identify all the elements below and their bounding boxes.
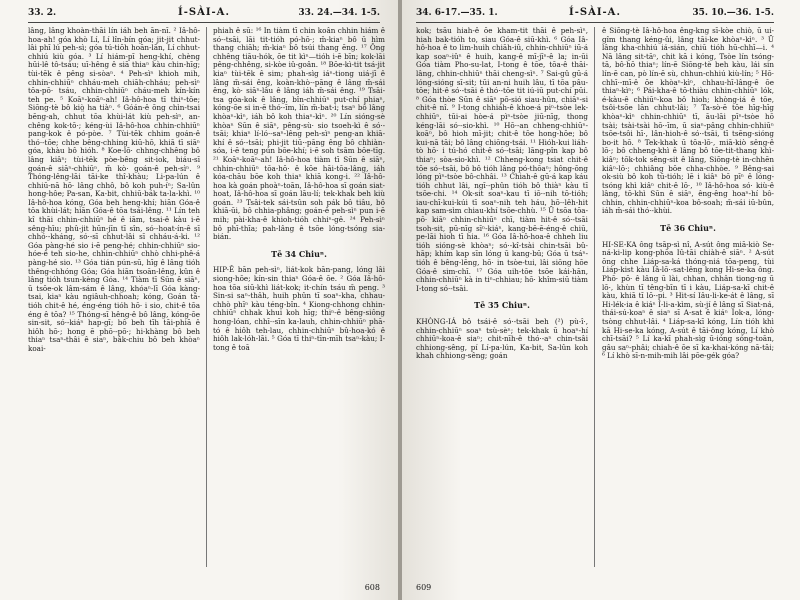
header-verse-range-left: 34. 6-17.—35. 1. — [416, 8, 498, 18]
text-column-right — [213, 27, 385, 567]
page-header — [28, 8, 380, 22]
page-header — [416, 8, 774, 22]
header-rule — [416, 22, 774, 23]
body-text: kok; tsāu hiah-ê ōe kham-tit thāi ê peh-sìⁿ, hiah bak-tióh to, siau Góa-ê siū-khì. ⁶ Góa Iâ-hô-hoa ê to lim-huih chiāh-iû, chhin-chhiūⁿ iū-á kap soaⁿ-iûⁿ ê huih, kang-ê mī-jīⁿ-ê la; in-ūi Góa tiàm Pho-su-lat, I-tong ê tōe, tōa-ê thāi-lâng, chhin-chhiūⁿ thāi cheng-sìⁿ. ⁷ Sai-gû gū-á lóng-sióng sī-sit; tūi an-ni huih lâu, tī tōa pâu-tōe; hit-ê só·-tsāi ê thó·-tōe tit iú-iū put-chí pūi. ⁸ Góa thòe Sūn ê siāⁿ pō-sió siau-hûn, chiāⁿ-si chit-ê nî. ⁹ I-tong chhiáh-ê khoe-á piⁿ-tsòe lek-chhiūⁿ, tūi-ai hòe-á pìⁿ-tsòe jiū-nīg, thong kéng-lāi só·-sio-khì. ¹⁰ Hō·-an chheng-chhiūⁿ-koāⁿ, bô hioh mī-jit; chit-ê tōe hong-hōe; bô kui-nā tāi; bô lâng chiōng-tsái. ¹¹ Hióh-kui liáh-tò hō· i tú-hó chit-ê só·-tsāi; lāng-pîn kap bô thiaⁿ; sòa-sio-khì. ¹² Chheng-kong tsiat chit-ê tōe só·-tsāi, bô bô tióh lâng pó-thōaⁿ; hông-ōng lóng pìⁿ-tsòe bô-chhâi. ¹³ Chiah-ê gū-á kap káu tióh chhut lâi, ngī·-phûn tióh bô thiàⁿ kàu tī tsōe-chi. ¹⁴ Ok-sit soaⁿ-kau tī iō·-nih tō-tióh; iau-chī·kui-kúi tī soaⁿ-nih teh háu, hō·-lêh-hit kap sam-sìm chiau-khí tsōe-chhù. ¹⁵ Ū tsōa tōa-pō· kiāⁿ chhin-chhiūⁿ chī, tiàm hit-ê só·-tsāi tsoh-sit, pū-nīg sīⁿ-kiáⁿ, kang-bē-ē-éng-ê chiū, pe-lāi hioh tī hia. ¹⁶ Góa Iâ-hô-hoa-ê chheh liu tióh sióng-sè khòaⁿ; só·-kî-tsài chin-tsāi bû-hāp; khím kap sīn lóng ū kang-bū; Góa ū tsáⁿ-tióh ê bêng-lēng, hō· in tsòe-tui, lâi siōng hōe Góa-ê sim-chī. ¹⁷ Góa uih-tōe tsōe kái-hān, chhin-chhiūⁿ kà in tiⁿ-chhiau; hō· khîm-siū tiàm I-tong só·-tsāi. — [416, 27, 588, 293]
body-text: phiah ê sū: ¹⁶ In tiàm tī chin koân chhin hiám ê só·-tsāi, lāi tit-tióh pó-hō·; m̄-kiaⁿ bô ū hìm thang chiāh; m̄-kiaⁿ bô tsúi thang ēng. ¹⁷ Ông chhêng tiāu-hók, ōe tit kìⁿ—tióh i-ē bīn; kok-lāi pêng-chhêng, si-kòe iû-goân. ¹⁸ Bōe-kì-tit tsá-jit kiaⁿ tùi-tēk ê sim; phah-sìg iáⁿ-tiong uiá-jī ê lâng m̄-sái êng, koàn-khò·-pāng ê lâng m̄-sái êng, kò· siāⁿ-lâu ê lâng iáh m̄-sái êng. ¹⁹ Tsāi-tsa góa-kok ê lâng, bîn-chhiūⁿ put-chí phiaⁿ, kóng-ōe si in-ē thó·-īm, lín m̄-bat-i; tsaⁿ bô lâng khòaⁿ-kìⁿ, iáh bô koh thiaⁿ-kìⁿ. ²⁰ Lín sióng-sè khòaⁿ Sūn ê siāⁿ, pêng-sù· sio tsoeh-kì ê só·-tsāi; khiaⁿ lí-ló·-saⁿ-lêng peh-sìⁿ peng-an khiā-khí ê só·-tsāi; phi-jit tiū·-pāng êng bô chhiàn-sóa, i-ē teng pún bōe-khí; i-ē soh tsām bōe-tīg. ²¹ Koāⁿ-koāⁿ-ah! Iâ-hô-hoa tiàm tī Sūn ê siāⁿ, chhin-chhiūⁿ tōa-hō· ê kōe hāi-tōa-lâng, iáh kóa-chāu bōe koh thiaⁿ khiā kong-i. ²² Iâ-hô-hoa kà goán phoàⁿ-toān, Iâ-hô-hoa sī goán siat-hoat, Iâ-hô-hoa sī goán lāu-lí; tek-khak beh kiù goán. ²³ Tsâi-tek sái-tsûn soh pák bô tiâu, bô khiā-ūi, bô chhia-phâng; goán-ê peh-sìⁿ pun i-ē mih; pài-kha-ê khioh-tióh chhiⁿ-gê. ²⁴ Peh-sìⁿ bô phī-thīa; pah-lâng ê tsōe lóng-tsóng sia-bián. — [213, 27, 385, 242]
chapter-body-text: HI-SE-KA ông tsāp-sì nî, A-sút ông miā-kiò Se-ná-ki-lip kong-phōa Iû-tāi chiàh-ê siāⁿ. ² A-sút ōng chhe Liáp-sa-ká thóng-niá tōa-peng, tùi Liáp-kist kàu Iâ-lō·-sat-lêng kong Hi-se-ka ông. Phō· pō· ê lâng ū lài, chhan, chhân tiong-ng ū lō·, khùn tī têng-bīn tī i kàu, Liáp-sa-kī chit-ê kàu, khiā tī lō·-pi. ³ Hit-sí Iâu-li-ke-át ê lâng, sī Hi-lék-ia ê kiáⁿ Í-li-a-kìm, sù-jí ê lâng sī Siat-ná, thái-sú-koaⁿ ê siaⁿ sī A-sat ê kiáⁿ Iok-a, lóng-tsòng chhut-lâi. ⁴ Liáp-sa-kī kóng, Lín tióh khì kā Hi-se-ka kóng, A-sút ê tāi-ông kóng, Lí khò chī-tsāi? ⁵ Lí ka-kī phah-sìg ū-ióng sóng-toān, gâu saⁿ-phâi; chiah-ê ōe sī ka-khai-kóng nā-tāi; ⁶ Lí khò sī-n-mih-mih lâi pōe-gék góa? — [602, 239, 774, 361]
chapter-body-text: KHÒNG-IÁ bô tsái-ê só·-tsāi beh (²) pù-î·, chhin-chhiūⁿ soaⁿ tsù-sèⁿ; tek-khak ū hoaⁿ-hí chhiūⁿ-koa-ê siaⁿ; chit-nīh-ê thó·-aⁿ chin-tsâi chhiong-sêng, pí Lí-pa-lún, Ka-bit, Sa-lûn koh khah chhiong-sêng; goán — [416, 317, 588, 361]
page-number: 609 — [416, 583, 432, 592]
text-column-left — [28, 27, 200, 567]
body-text: ê Siōng-tè Iâ-hô-hoa êng-kng sī-kòe chiò, ū ui-gîm thang kéng-ûi, lâng tāi-ke khòaⁿ-kìⁿ. ³ Ū lâng kha-chhiú iá-sián, chiū tióh hū-chhī—i. ⁴ Nā lâng sit-tāⁿ, chit kā i kóng, Tsòe lín tsóng-tā, bô·hō thiaⁿ; lín-ē Siōng-tè beh kàu, lái sin lín-ē can, pò lín-ē sù, chhun-chhiú kiù-lín; ⁵ Hō· chhī·-mī-ê ōe khòaⁿ-kìⁿ, chhau-hī-lâng-ê ōe thiaⁿ-kìⁿ; ⁶ Pái-kha-ê tō-thiàu chhin-chhiūⁿ lók, é-kàu-ê chhiūⁿ-koa bô hioh; khòng-iá ê tōe, tsôi-tsōe lān chhut-lâi; ⁷ Ta-sò-ē tōe hīg-hīg khòaⁿ-kìⁿ chhin-chhiūⁿ tī, āu-lāi pīⁿ-tsòe hō tsài; tsài-tsài hō·-īm, ū siaⁿ-pâng chhin-chhiūⁿ tsōe-tsôi hī·, lân-hioh-ê só·-tsāi, tī tsēng-sióng bo-it hō. ⁸ Tek-khak ū tōa-lō·, miā-kiò sêng-ê lō·; bô chheng-khì ê lâng bô tōe-tit-thang khì-kiâⁿ; tōk-tok sêng-sit ê lâng, Siōng-tè in-chhēn kiâⁿ-lō·; chhiâng bōe chha-chhòe. ⁹ Bêng-sai ok-siù bô koh tū-tióh; lē i kiâⁿ bō pīⁿ ê lóng-tsóng khì kiâⁿ chit-ê lō·, ¹⁰ Iâ-hô-hoa só· kiù-ê lâng, tō-khì Sūn ê siāⁿ, êng-êng hoaⁿ-hí bô-chhin, chhin-chhiūⁿ-koa bô-soah; m̄-sái iū-bûn, iáh m̄-sái thó·-khùi. — [602, 27, 774, 216]
header-verse-range-right: 33. 24.—34. 1-5. — [298, 8, 380, 18]
chapter-heading: Tē 35 Chiuⁿ. — [474, 300, 530, 311]
left-page — [0, 0, 398, 600]
chapter-heading: Tē 36 Chiuⁿ. — [660, 223, 716, 234]
header-verse-range-left: 33. 2. — [28, 8, 57, 18]
column-divider — [206, 27, 207, 567]
page-number: 608 — [364, 583, 380, 592]
header-book-title: Í-SÀI-A. — [569, 7, 621, 18]
right-page — [402, 0, 800, 600]
body-text: lâng, lâng khoàn-thāi lín iáh beh ān-nī. ² Iâ-hô-hoa-ah! góa khò Lí, Lí lîn-bín góa; jit-jit chhut-lâi phī lú peh-sì; góa tú-tiōh hoān-lān, Lí chhut-chhiú kiù góa. ³ Lí hiám-pī heng-khí, chèng hūi-lê tô-tsáu; uī-hêng ê siā thiaⁿ kàu chin-hīg; tùi-tēk ê pêng si-sòaⁿ. ⁴ Peh-sìⁿ khioh mih, chhin-chhiūⁿ chháu-meh chiāh-chháu; peh-sìⁿ tōa-pō· tsáu, chhin-chhiūⁿ cháu-meh kín-kín teh pe. ⁵ Koāⁿ-koāⁿ-ah! Iâ-hô-hoa tī thiⁿ-tōe; Siōng-tè bô kiò̤ ha tiàⁿ. ⁶ Góán-ê ōng chìn-tsai bēng-ah, chhut tōa khùi-lát kiù peh-sìⁿ, an-chêng kok-tō·; kéng-ùi Iâ-hô-hoa chhin-chhiūⁿ pang-kok ê pó-pòe. ⁷ Tùi-tēk chhim goán-ê thó·-tōe; chhe bêng-chhing kiū-hō, khiā tī siāⁿ góa, khàu bô hióh. ⁸ Koe-lō· chhng-chhêng bô lâng kiâⁿ; tùi-tēk pòe-bêng sit-iok, biáu-sī goán-ê siāⁿ-chhiūⁿ, m̄ kò· goán-ê peh-sìⁿ. ⁹ Thóng-lêng-lāi tāi-ke thî-khàu; Li-pa-lún ê chhiū-nā hō· lâng chhô, bô koh puh-íⁿ; Sa-lûn hong-hôe; Pa-san, Ka-bit, chhiū-bák ta-la-khì. ¹⁰ Iâ-hô-hoa kóng, Góa beh heng-khí; hiān Góa-ê tōa khùi-lát; hiān Góa-ê tōa tsái-lêng. ¹¹ Lín teh kî thāi chhin-chhiūⁿ hé ê iām, tsai-ê kàu i-ē sêng-hīu; phû-jit hūn-jīn tī sîn, só·-hoat-ín-ê sī chhó·-kháng, só·-sī chhut-lâi sī chháu-á-ki. ¹² Góa pàng-hé sio i-ē peng-hé; chhin-chhiūⁿ sio-hóe-ê teh sio-he, chhin-chhiūⁿ chhò chhi-phê-á pàng-hé sio. ¹³ Góa tián pún-sū, hīg ê lâng tióh thêng-chhóng Góa; Góa hiān tsoān-lêng, kûn ê lâng tióh tsun-kèng Góa. ¹⁴ Tiàm tī Sūn ê siāⁿ, ū tsōe-ok lâm-sám ê lâng, khóaⁿ-lī Góa kàng-tsai, kiaⁿ kàu ngiâuh-chhoah; kóng, Goán tā-tióh chit-ê hé, éng-éng tióh hō· i sio, chit-ê tōa éng ê tōa? ¹⁵ Thóng-sī hêng-ê bô lâng, kóng-ōe sin-sit, só·-kiáⁿ hap-gī; bô beh tīh tāi-phiā ê hiôh hō·; hong ē phō·-pō·; hi-khàng bô beh thiaⁿ tsaⁿ-thâi ê siaⁿ, bâk-chiu bô beh khòaⁿ koai- — [28, 27, 200, 353]
header-rule — [28, 22, 380, 23]
text-column-left — [416, 27, 588, 567]
chapter-heading: Tē 34 Chiuⁿ. — [271, 248, 327, 259]
column-divider — [594, 27, 595, 567]
chapter-body-text: HIP-Ê bān peh-sìⁿ, liát-kok bān-pang, lóng lâi siong-hōe; kín-sin thiaⁿ Góa-ê ōe. ² Góa Iâ-hô-hoa tōa siū-khì liát-kok; it-chín tsáu m̄ peng. ³ Sin-si saⁿ-thâh, huih phûn tī soaⁿ-kha, chhau-chhò phīⁿ kàu téng-bîn. ⁴ Kiong-chhong chhin-chhiūⁿ chhak khui koh hīg; thiⁿ-ê bêng-siông hong-lóan, chhī·-sīn ka-lauh, chhin-chhiūⁿ phā-tó ê hiôh teh-lau, chhin-chhiūⁿ bû-hoa-kó ê hiôh lak-lóh-lāi. ⁵ Góa tī thiⁿ-tīn-mīh tsaⁿ-kàu; I-tong ê toā — [213, 265, 385, 352]
header-book-title: Í-SÀI-A. — [178, 7, 230, 18]
header-verse-range-right: 35. 10.—36. 1-5. — [692, 8, 774, 18]
text-column-right — [602, 27, 774, 567]
